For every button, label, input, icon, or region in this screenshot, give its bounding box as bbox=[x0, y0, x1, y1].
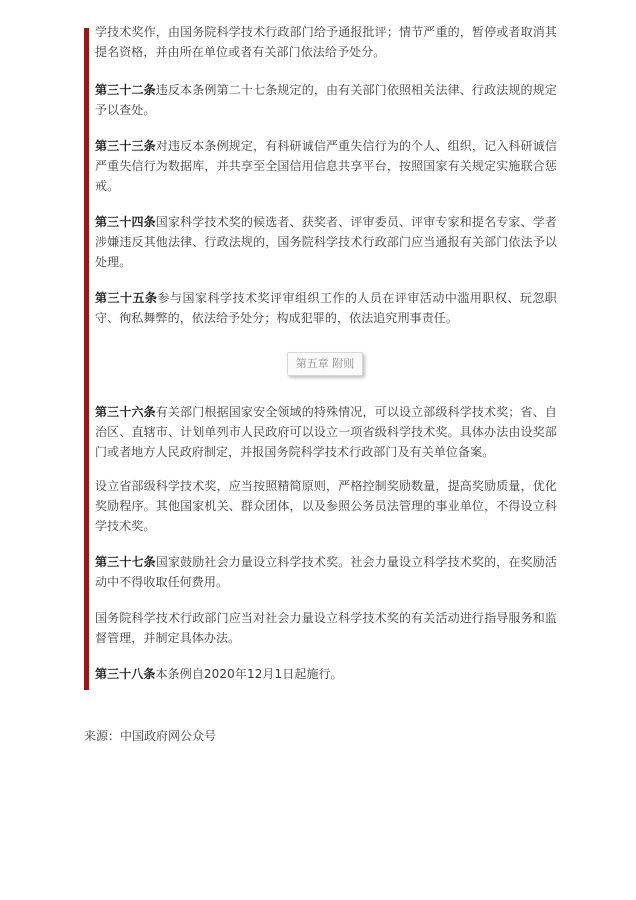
article-36 bbox=[95, 402, 557, 462]
chapter-heading: 第五章 附则 bbox=[287, 352, 363, 376]
article-label: 第三十六条 bbox=[95, 405, 156, 419]
article-text: 国家鼓励社会力量设立科学技术奖。社会力量设立科学技术奖的，在奖励活动中不得收取任何费用。 bbox=[95, 555, 557, 589]
article-text: 国务院科学技术行政部门应当对社会力量设立科学技术奖的有关活动进行指导服务和监督管理，并制定具体办法。 bbox=[95, 611, 557, 645]
article-32 bbox=[95, 80, 557, 120]
article-paragraph bbox=[95, 22, 557, 62]
article-text: 违反本条例第二十七条规定的，由有关部门依照相关法律、行政法规的规定予以查处。 bbox=[95, 83, 557, 117]
article-36-continued bbox=[95, 476, 557, 536]
article-label: 第三十三条 bbox=[95, 139, 156, 153]
article-text: 设立省部级科学技术奖，应当按照精简原则，严格控制奖励数量，提高奖励质量，优化奖励程序。其他国家机关、群众团体，以及参照公务员法管理的事业单位，不得设立科学技术奖。 bbox=[95, 479, 557, 533]
article-text: 本条例自2020年12月1日起施行。 bbox=[155, 667, 343, 681]
article-label: 第三十七条 bbox=[95, 555, 156, 569]
article-text: 学技术奖作，由国务院科学技术行政部门给予通报批评；情节严重的，暂停或者取消其提名资格，并由所在单位或者有关部门依法给予处分。 bbox=[95, 25, 557, 59]
article-label: 第三十四条 bbox=[95, 215, 156, 229]
article-body bbox=[84, 25, 557, 690]
article-37-continued bbox=[95, 608, 557, 648]
article-37 bbox=[95, 552, 557, 592]
article-38 bbox=[95, 664, 557, 684]
article-text: 有关部门根据国家安全领域的特殊情况，可以设立部级科学技术奖；省、自治区、直辖市、计划单列市人民政府可以设立一项省级科学技术奖。具体办法由设奖部门或者地方人民政府制定，并报国务院科学技术行政部门及有关单位备案。 bbox=[95, 405, 557, 459]
article-33 bbox=[95, 136, 557, 196]
article-35 bbox=[95, 288, 557, 328]
article-label: 第三十八条 bbox=[95, 667, 156, 681]
article-text: 参与国家科学技术奖评审组织工作的人员在评审活动中滥用职权、玩忽职守、徇私舞弊的，依法给予处分；构成犯罪的，依法追究刑事责任。 bbox=[95, 291, 557, 325]
article-34 bbox=[95, 212, 557, 272]
source-credit: 来源：中国政府网公众号 bbox=[84, 729, 217, 743]
article-label: 第三十五条 bbox=[95, 291, 158, 305]
article-text: 国家科学技术奖的候选者、获奖者、评审委员、评审专家和提名专家、学者涉嫌违反其他法律、行政法规的，国务院科学技术行政部门应当通报有关部门依法予以处理。 bbox=[95, 215, 557, 269]
article-text: 对违反本条例规定，有科研诚信严重失信行为的个人、组织，记入科研诚信严重失信行为数据库，并共享至全国信用信息共享平台，按照国家有关规定实施联合惩戒。 bbox=[95, 139, 557, 193]
article-label: 第三十二条 bbox=[95, 83, 156, 97]
